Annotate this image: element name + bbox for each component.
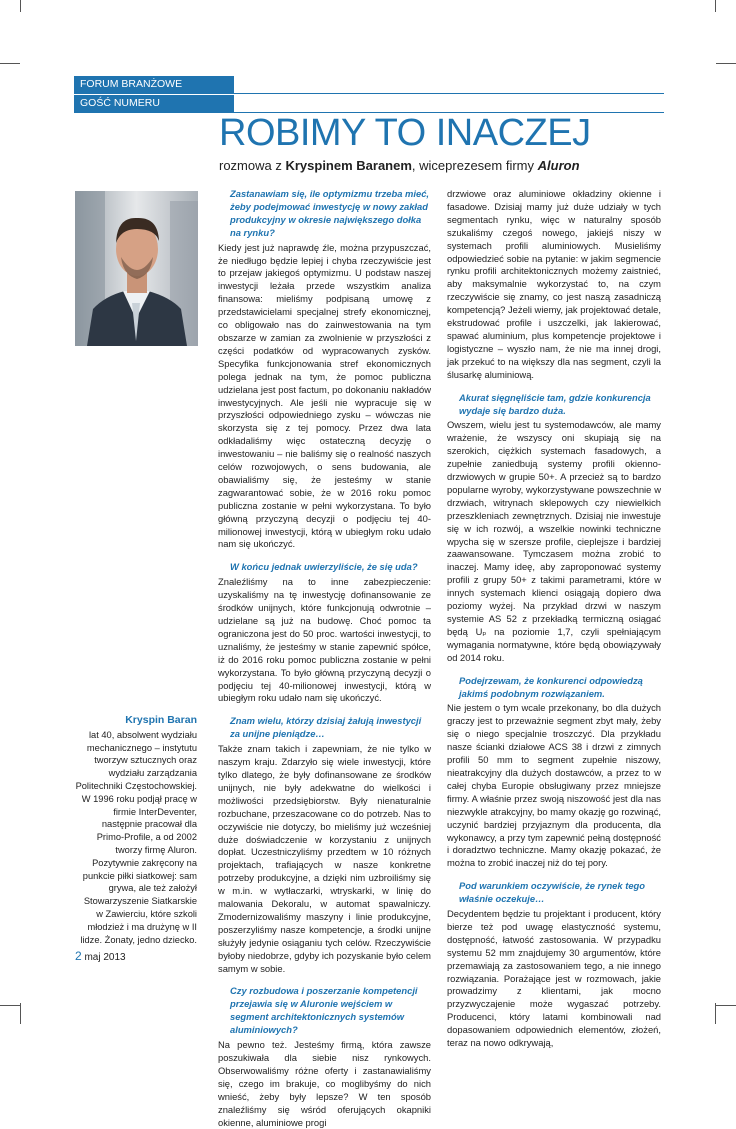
interview-question: Czy rozbudowa i poszerzanie kompetencji przejawia się w Aluronie wejściem w segment architektonicznych systemów aluminiowych? (230, 985, 418, 1036)
interview-answer: Nie jestem o tym wcale przekonany, bo dla dużych graczy jest to przeważnie segment zbyt mały, żeby się o niego specjalnie troszczyć. Dla przykładu nasze ścianki działowe ACS 38 i drzwi z zimnych profili 50 mm to segment zupełnie niszowy, nieatrakcyjny dla dużych dostawców, a przez to w całej chyba Europie obsługiwany przez mniejsze firmy. A właśnie przez swoją niszowość jest dla nas niezwykle atrakcyjny, bo mamy okazję go rozwinąć, uczynić bardziej przyjaznym dla producenta, dla wykonawcy, a przy tym zapewnić pełną dostępność i doradztwo techniczne. Mamy okazję pokazać, że można to zrobić inaczej niż do tej pory. (447, 702, 661, 869)
interview-question: W końcu jednak uwierzyliście, że się uda? (230, 561, 418, 573)
interview-question: Zastanawiam się, ile optymizmu trzeba mieć, żeby podejmować inwestycję w nowy zakład produkcyjny w okresie największego dołka na rynku? (230, 188, 430, 238)
crop-mark (716, 63, 736, 64)
section-label-forum: FORUM BRANŻOWE (74, 76, 234, 93)
portrait-illustration (75, 191, 198, 346)
interview-answer: Także znam takich i zapewniam, że nie tylko w naszym kraju. Zdarzyło się wiele inwestycji, które tylko dlatego, że były dofinansowane ze środków unijnych, nie były adekwatne do wielkości i możliwości przedsiębiorstw. Były nienaturalnie rozbuchane, przeszacowane co do potrzeb. Nas to oczywiście nie dotyczy, bo mieliśmy już wcześniej duże doświadczenie w korzystaniu z unijnych dopłat. Uczestniczyliśmy przedtem w 10 różnych projektach, trafiających w nasze konkretne potrzeby produkcyjne, a dzięki nim uzbroiliśmy się w m.in. w wytłaczarki, wtryskarki, w linię do malowania Dekoralu, w automat spawalniczy. Zmodernizowaliśmy maszyny i linie produkcyjne, poszerzyliśmy nasze kompetencje, a środki unijne służyły jedynie osiąganiu tych celów. Rzeczywiście byłoby niedobrze, gdyby ich pozyskanie było celem samym w sobie. (218, 743, 431, 974)
page-footer (75, 949, 126, 963)
article-column-left (218, 188, 431, 1129)
subtitle-name: Kryspinem Baranem (285, 158, 412, 173)
interview-answer: Decydentem będzie tu projektant i producent, który bierze też pod uwagę elastyczność systemu, dostępność, łatwość zastosowania. W przypadku systemu 52 mm znajdujemy 30 argumentów, które przemawiają za zastosowaniem tego, a nie innego rozwiązania. Porażające jest w rozmowach, jakie prowadzimy z klientami, jak mocno przyzwyczajenie może wygaszać potrzeby. Producenci, który latami kombinowali nad dopasowaniem odpowiednich elementów, złożeń, teraz na nowo odkrywają, (447, 908, 661, 1049)
section-divider (74, 93, 664, 94)
author-bio (75, 714, 197, 946)
crop-mark (715, 0, 716, 12)
crop-mark (20, 1003, 21, 1024)
section-label-guest: GOŚĆ NUMERU (74, 95, 234, 112)
crop-mark (715, 1003, 716, 1024)
bio-name: Kryspin Baran (125, 714, 197, 726)
page-number: 2 (75, 949, 82, 963)
issue-date: maj 2013 (84, 952, 126, 963)
interview-question: Podejrzewam, że konkurenci odpowiedzą jakimś podobnym rozwiązaniem. (459, 674, 643, 699)
article-title: ROBIMY TO INACZEJ (219, 112, 591, 154)
portrait-photo (75, 191, 198, 346)
article-column-right (447, 188, 661, 1050)
crop-mark (0, 63, 20, 64)
crop-mark (20, 0, 21, 12)
interview-question: Znam wielu, którzy dzisiaj żałują inwestycji za unijne pieniądze… (230, 715, 422, 740)
article-subtitle (219, 158, 580, 173)
interview-answer: Kiedy jest już naprawdę źle, można przypuszczać, że niedługo będzie lepiej i chyba rzeczywiście jest to przejaw jakiegoś optymizmu. U podstaw naszej inwestycji leżała przede wszystkim analiza finansowa: mieliśmy podpisaną umowę z przedstawicielami specjalnej strefy ekonomicznej, co obligowało nas do zainwestowania na tym obszarze w zamian za zwolnienie w przyszłości z części podatków od wypracowanych zysków. Specyfika funkcjonowania stref ekonomicznych polega jednak na tym, że pomoc publiczna udzielana jest post factum, po dokonaniu nakładów inwestycyjnych. Ale jeśli nie wypracuje się w przyszłości odpowiedniego zysku – wówczas nie skorzysta się z tej pomocy. Przez dwa lata odkładaliśmy więc ostateczną decyzję o inwestowaniu – nie baliśmy się o realność naszych celów rozwojowych, o sens budowania, ale obawialiśmy się, że jesteśmy w stanie zagwarantować sobie, że w 2016 roku pomoc publiczna zostanie w pełni wykorzystana. To było główną przyczyną decyzji o podjęciu tej 40-milionowej inwestycji, którą w ubiegłym roku udało nam się ukończyć. (218, 241, 431, 550)
interview-answer: Na pewno też. Jesteśmy firmą, która zawsze poszukiwała dla siebie nisz rynkowych. Obserwowaliśmy różne oferty i zastanawialiśmy się, czego im brakuje, co moglibyśmy do nich wnieść, żeby były lepsze? W ten sposób znaleźliśmy się wśród oferujących okapniki okienne, aluminiowe progi (218, 1039, 431, 1128)
subtitle-pre: rozmowa z (219, 158, 286, 173)
interview-question: Akurat sięgnęliście tam, gdzie konkurencja wydaje się bardzo duża. (459, 391, 651, 416)
interview-answer: Znaleźliśmy na to inne zabezpieczenie: uzyskaliśmy na tę inwestycję dofinansowanie ze środków unijnych, które funkcjonują odwrotnie – udzielane są już na budowę. Choć pomoc ta ograniczona jest do 50 proc. wartości inwestycji, to uznaliśmy, że jesteśmy w stanie zapewnić spółce, iż do 2016 roku pomoc publiczna zostanie w pełni wykorzystana. To było główną przyczyną decyzji o podjęciu tej 40-milionowej inwestycji, którą w ubiegłym roku udało nam się ukończyć. (218, 576, 431, 704)
interview-answer: drzwiowe oraz aluminiowe okładziny okienne i fasadowe. Dzisiaj mamy już duże udziały w tych segmentach rynku, więc w naturalny sposób szukaliśmy czegoś nowego, jakiejś niszy w systemach profili aluminiowych. Musieliśmy odpowiedzieć sobie na pytanie: w jakim segmencie rynku profili architektonicznych możemy zaistnieć, aby maksymalnie wykorzystać to, na czym rzeczywiście się znamy, co jest naszą zasadniczą kompetencją? Jeżeli wiemy, jak projektować detale, ekstrudować profile i uszczelki, jak lakierować, spawać aluminium, plus kompetencje projektowe i logistyczne – wyszło nam, że nie ma innej drogi, jak przekuć to na większy dla nas segment, czyli la ślusarkę aluminiową. (447, 188, 661, 380)
crop-mark (716, 1005, 736, 1006)
subtitle-mid: , wiceprezesem firmy (411, 158, 538, 173)
interview-question: Pod warunkiem oczywiście, że rynek tego właśnie oczekuje… (459, 880, 646, 905)
crop-mark (0, 1005, 20, 1006)
interview-answer: Owszem, wielu jest tu systemodawców, ale mamy wrażenie, że wszyscy oni skupiają się na szerokich, ciężkich systemach fasadowych, a zupełnie zaniedbują systemy profili okienno-drzwiowych w grupie 50+. A przecież są to bardzo popularne wyroby, wykorzystywane powszechnie w drzwiach, witrynach sklepowych czy niewielkich przeszkleniach zewnętrznych. Dzisiaj nie inwestuje się w ich rozwój, a wszelkie nowinki techniczne wpycha się w szersze profile, cieplejsze i bardziej zaawansowane. Tymczasem można zrobić to inaczej. Mamy ideę, aby zaproponować systemy profili z grupy 50+ z takimi parametrami, które w innych systemach klienci osiągają dopiero dwa poziomy wyżej. Na przykład drzwi w naszym systemie AS 52 z przekładką termiczną osiągać będą Uₚ na poziomie 1,7, czyli spełniającym wymagania normatywne, które będą obowiązywały od 2014 roku. (447, 419, 661, 663)
bio-text: lat 40, absolwent wydziału mechanicznego – instytutu tworzyw sztucznych oraz wydziału zarządzania Politechniki Częstochowskiej. W 1996 roku podjął pracę w firmie InterDeventer, następnie pracował dla Primo-Profile, a od 2002 tworzy firmę Aluron. Pozytywnie zakręcony na punkcie piłki siatkowej: sam grywa, ale też założył Stowarzyszenie Siatkarskie w Zawierciu, które szkoli młodzież i ma drużynę w II lidze. Żonaty, jedno dziecko. (75, 729, 197, 945)
subtitle-company: Aluron (537, 158, 580, 173)
